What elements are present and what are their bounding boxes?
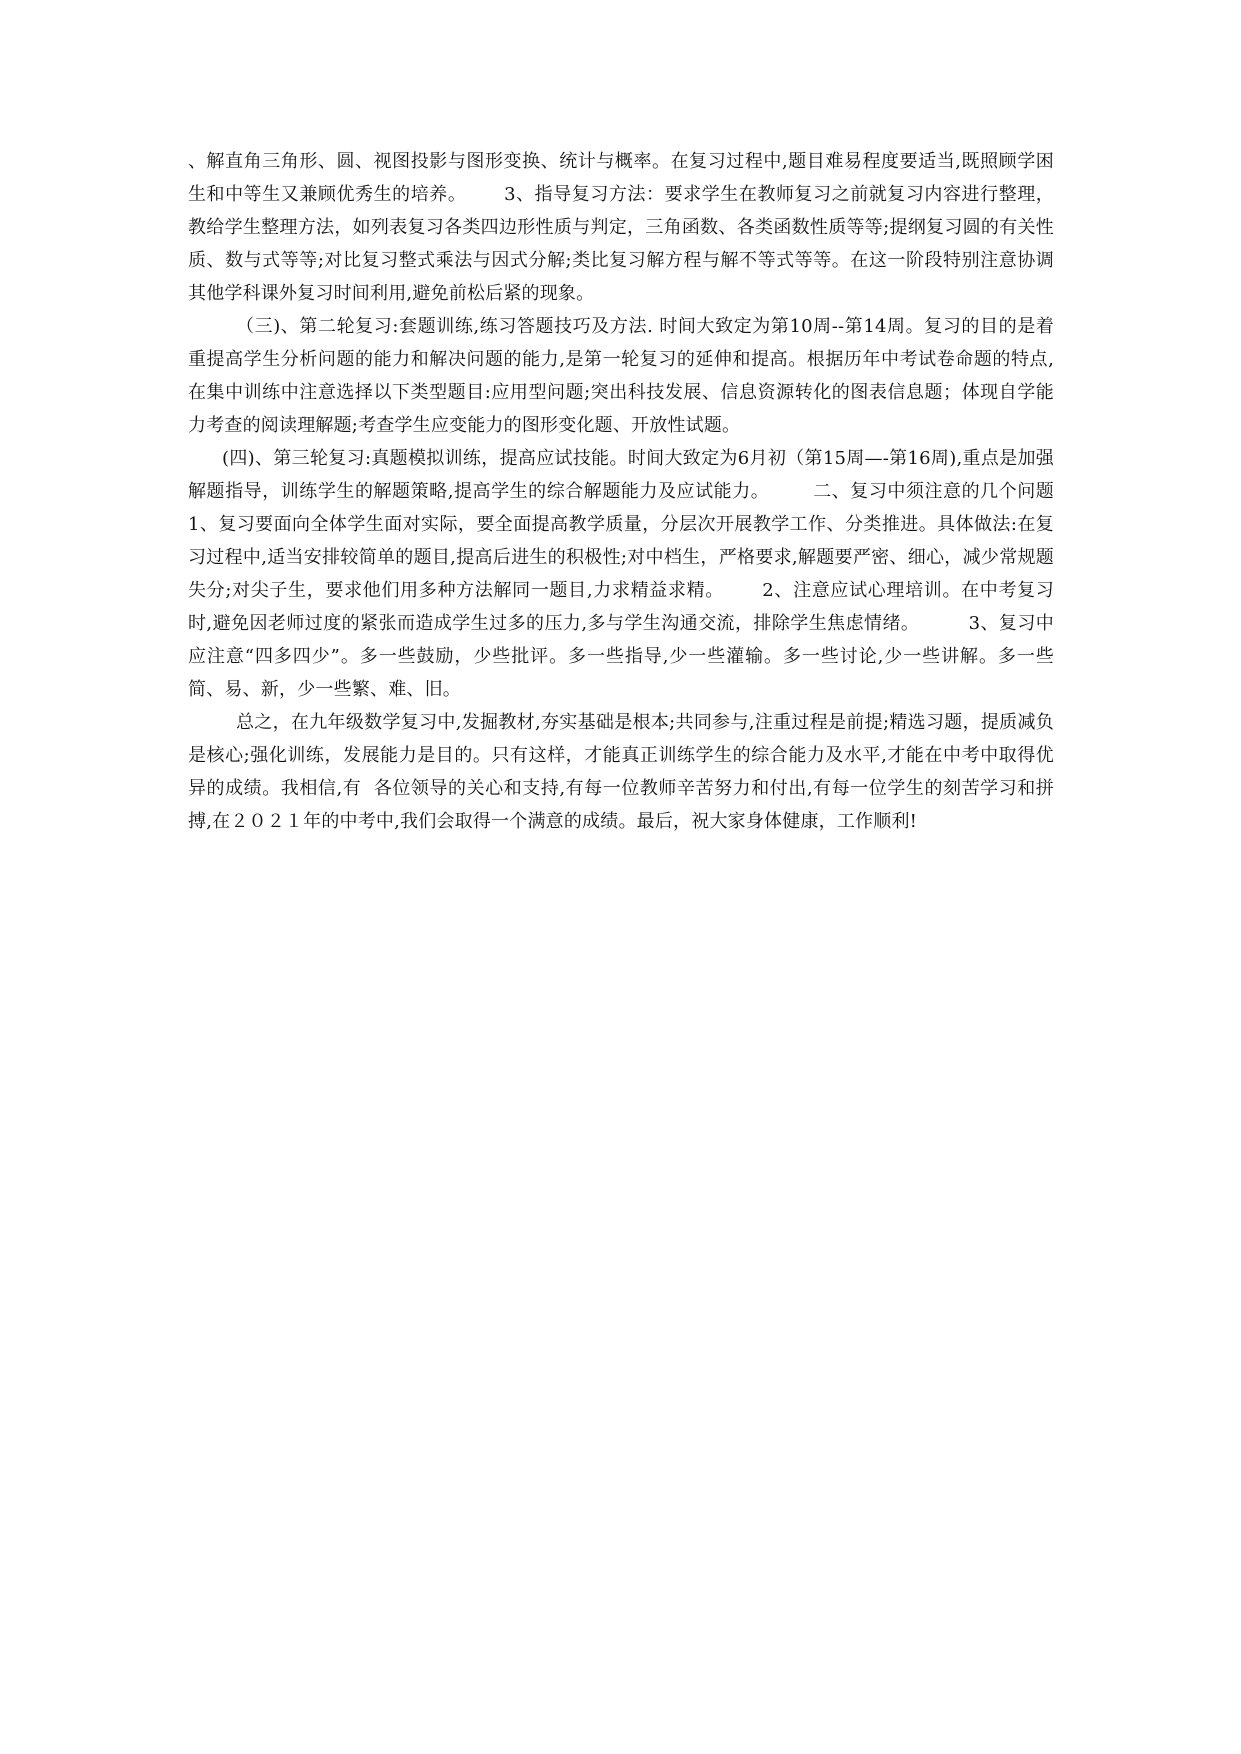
paragraph-conclusion: 总之，在九年级数学复习中,发掘教材,夯实基础是根本;共同参与,注重过程是前提;精选习题，提质减负是核心;强化训练，发展能力是目的。只有这样，才能真正训练学生的综合能力及水平,才能在中考中取得优异的成绩。我相信,有 各位领导的关心和支持,有每一位教师辛苦努力和付出,有每一位学生的刻苦学习和拼搏,在２０２１年的中考中,我们会取得一个满意的成绩。最后，祝大家身体健康，工作顺利!	[188, 712, 1054, 832]
paragraph-third-round-review: (四)、第三轮复习:真题模拟训练，提高应试技能。时间大致定为6月初（第15周—-第16周),重点是加强解题指导，训练学生的解题策略,提高学生的综合解题能力及应试能力。 二、复习中须注意的几个问题 1、复习要面向全体学生面对实际，要全面提高教学质量，分层次开展教学工作、分类推进。具体做法:在复习过程中,适当安排较简单的题目,提高后进生的积极性;对中档生，严格要求,解题要严密、细心，减少常规题失分;对尖子生，要求他们用多种方法解同一题目,力求精益求精。 2、注意应试心理培训。在中考复习时,避免因老师过度的紧张而造成学生过多的压力,多与学生沟通交流，排除学生焦虑情绪。 3、复习中应注意“四多四少”。多一些鼓励，少些批评。多一些指导,少一些灌输。多一些讨论,少一些讲解。多一些简、易、新，少一些繁、难、旧。	[188, 448, 1090, 700]
paragraph-review-methods: 、解直角三角形、圆、视图投影与图形变换、统计与概率。在复习过程中,题目难易程度要适当,既照顾学困生和中等生又兼顾优秀生的培养。 3、指导复习方法：要求学生在教师复习之前就复习内容进行整理，教给学生整理方法，如列表复习各类四边形性质与判定，三角函数、各类函数性质等等;提纲复习圆的有关性质、数与式等等;对比复习整式乘法与因式分解;类比复习解方程与解不等式等等。在这一阶段特别注意协调其他学科课外复习时间利用,避免前松后紧的现象。	[188, 151, 1054, 304]
document-body	[188, 145, 1090, 838]
paragraph-second-round-review: （三)、第二轮复习:套题训练,练习答题技巧及方法. 时间大致定为第10周--第14周。复习的目的是着重提高学生分析问题的能力和解决问题的能力,是第一轮复习的延伸和提高。根据历年中考试卷命题的特点,在集中训练中注意选择以下类型题目:应用型问题;突出科技发展、信息资源转化的图表信息题；体现自学能力考查的阅读理解题;考查学生应变能力的图形变化题、开放性试题。	[188, 316, 1054, 436]
